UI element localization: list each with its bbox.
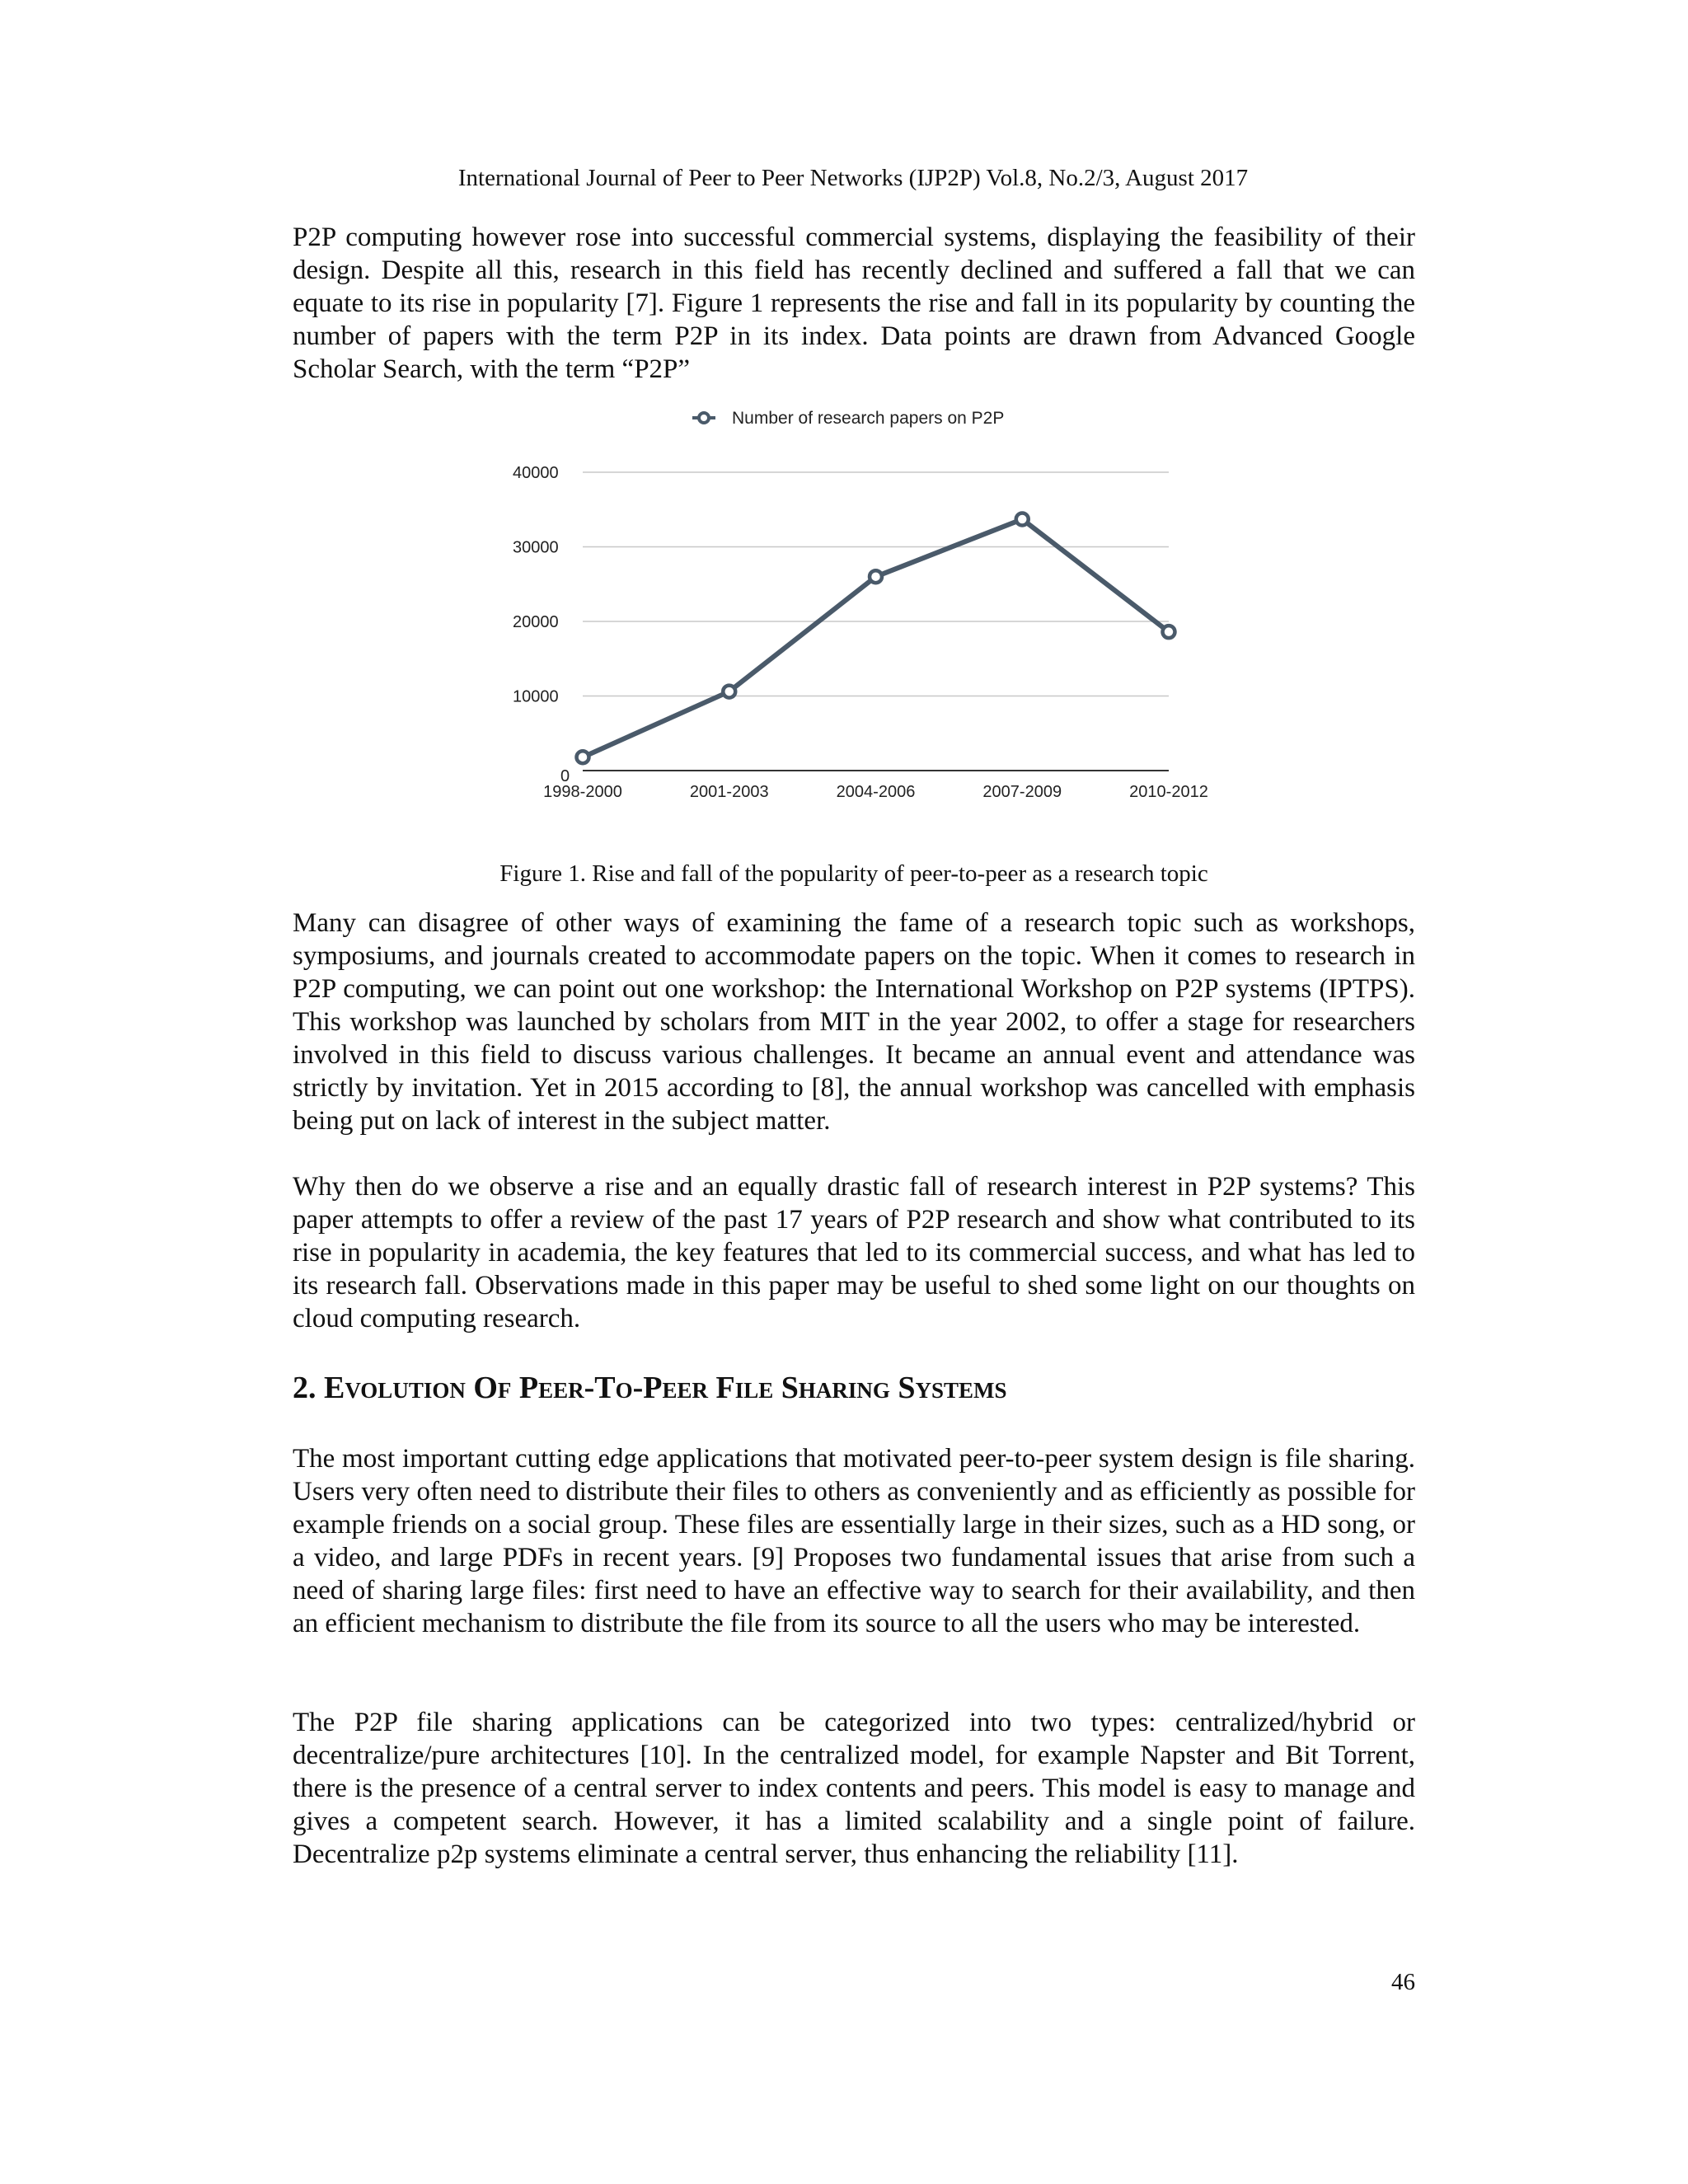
y-tick-label: 0 xyxy=(560,767,570,785)
paragraph-intro: P2P computing however rose into successful commercial systems, displaying the feasibility of their design. Despite all this, research in this field has recently declined and suffered a fall that we can equate to its rise in popularity [7]. Figure 1 represents the rise and fall in its popularity by counting the number of papers with the term P2P in its index. Data points are drawn from Advanced Google Scholar Search, with the term “P2P” xyxy=(293,223,1415,384)
section-heading xyxy=(293,1368,1007,1408)
page-number: 46 xyxy=(1391,1969,1415,1995)
figure-1 xyxy=(495,400,1236,828)
y-tick-label: 30000 xyxy=(513,538,559,557)
running-header: International Journal of Peer to Peer Networks (IJP2P) Vol.8, No.2/3, August 2017 xyxy=(457,165,1249,191)
figure-caption: Figure 1. Rise and fall of the popularity of peer-to-peer as a research topic xyxy=(499,860,1208,887)
data-point xyxy=(577,751,589,763)
x-tick-label: 2007-2009 xyxy=(982,783,1062,801)
paragraph-why: Why then do we observe a rise and an equally drastic fall of research interest in P2P systems? This paper attempts to offer a review of the past 17 years of P2P research and show what contributed to its rise in popularity in academia, the key features that led to its commercial success, and what has led to its research fall. Observations made in this paper may be useful to shed some light on our thoughts on cloud computing research. xyxy=(293,1172,1415,1333)
x-tick-label: 1998-2000 xyxy=(543,783,622,801)
data-point xyxy=(870,570,882,583)
chart-y-axis xyxy=(513,464,570,785)
y-tick-label: 40000 xyxy=(513,464,559,482)
series-line xyxy=(583,519,1169,757)
y-tick-label: 20000 xyxy=(513,613,559,631)
chart-gridlines xyxy=(583,472,1169,771)
paragraph-architectures: The P2P file sharing applications can be categorized into two types: centralized/hybrid or decentralize/pure architectures [10]. In the centralized model, for example Napster and Bit Torrent, there is the presence of a central server to index contents and peers. This model is easy to manage and gives a competent search. However, it has a limited scalability and a single point of failure. Decentralize p2p systems eliminate a central server, thus enhancing the reliability [11]. xyxy=(293,1708,1415,1869)
chart-x-axis xyxy=(543,783,1208,801)
x-tick-label: 2004-2006 xyxy=(836,783,916,801)
y-tick-label: 10000 xyxy=(513,687,559,706)
section-number: 2. xyxy=(293,1371,316,1405)
x-tick-label: 2010-2012 xyxy=(1129,783,1208,801)
chart-series xyxy=(577,513,1175,764)
legend-marker xyxy=(699,413,709,423)
data-point xyxy=(723,686,735,698)
legend-label: Number of research papers on P2P xyxy=(732,409,1005,428)
line-chart xyxy=(495,400,1236,828)
data-point xyxy=(1163,626,1175,638)
chart-legend xyxy=(692,409,1004,428)
paragraph-workshops: Many can disagree of other ways of examining the fame of a research topic such as workshops, symposiums, and journals created to accommodate papers on the topic. When it comes to research in P2P computing, we can point out one workshop: the International Workshop on P2P systems (IPTPS). This workshop was launched by scholars from MIT in the year 2002, to offer a stage for researchers involved in this field to discuss various challenges. It became an annual event and attendance was strictly by invitation. Yet in 2015 according to [8], the annual workshop was cancelled with emphasis being put on lack of interest in the subject matter. xyxy=(293,908,1415,1136)
x-tick-label: 2001-2003 xyxy=(689,783,769,801)
data-point xyxy=(1016,513,1029,526)
paragraph-file-sharing: The most important cutting edge applications that motivated peer-to-peer system design is file sharing. Users very often need to distribute their files to others as conveniently and as efficiently as possible for example friends on a social group. These files are essentially large in their sizes, such as a HD song, or a video, and large PDFs in recent years. [9] Proposes two fundamental issues that arise from such a need of sharing large files: first need to have an effective way to search for their availability, and then an efficient mechanism to distribute the file from its source to all the users who may be interested. xyxy=(293,1444,1415,1638)
section-title: Evolution Of Peer-To-Peer File Sharing Systems xyxy=(324,1371,1007,1405)
